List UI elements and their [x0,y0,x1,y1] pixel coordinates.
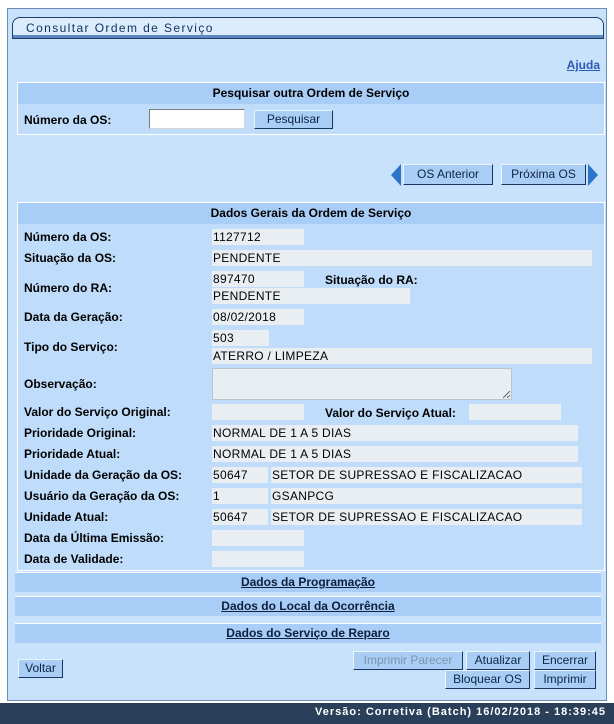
current-value-label: Valor do Serviço Atual: [325,406,456,420]
generation-date-label: Data da Geração: [24,310,123,324]
update-button[interactable]: Atualizar [466,651,530,670]
search-heading: Pesquisar outra Ordem de Serviço [18,83,604,104]
os-number-label: Número da OS: [24,230,112,244]
main-frame [7,8,607,701]
generation-unit-label: Unidade da Geração da OS: [24,468,183,482]
general-data-panel [17,202,605,571]
section-location[interactable]: Dados do Local da Ocorrência [15,596,601,616]
block-os-button[interactable]: Bloquear OS [445,670,530,689]
next-arrow-icon[interactable] [588,164,598,186]
current-unit-label: Unidade Atual: [24,510,109,524]
observation-textarea[interactable] [212,368,512,400]
ra-number-value: 897470 [212,271,304,287]
current-value-field [469,404,561,420]
generation-user-label: Usuário da Geração da OS: [24,489,180,503]
service-type-code: 503 [212,330,269,346]
service-type-label: Tipo do Serviço: [24,340,118,354]
ra-number-label: Número do RA: [24,281,112,295]
resize-grip-icon[interactable] [503,391,510,398]
original-value-label: Valor do Serviço Original: [24,405,171,419]
original-value-field [212,404,304,420]
generation-user-code: 1 [212,488,268,504]
observation-label: Observação: [24,377,97,391]
search-os-input[interactable] [149,109,245,129]
current-unit-code: 50647 [212,509,268,525]
validity-label: Data de Validade: [24,552,124,566]
current-unit-name: SETOR DE SUPRESSAO E FISCALIZACAO [271,509,582,525]
help-link[interactable]: Ajuda [566,58,600,72]
original-priority-label: Prioridade Original: [24,426,137,440]
section-programming[interactable]: Dados da Programação [15,572,601,592]
last-emission-label: Data da Última Emissão: [24,531,165,545]
next-os-button[interactable]: Próxima OS [501,164,586,185]
current-priority-label: Prioridade Atual: [24,447,121,461]
generation-user-name: GSANPCG [271,488,582,504]
service-type-description: ATERRO / LIMPEZA [212,348,592,364]
previous-arrow-icon[interactable] [391,164,401,186]
back-button[interactable]: Voltar [18,659,63,678]
current-priority-value: NORMAL DE 1 A 5 DIAS [212,446,578,462]
original-priority-value: NORMAL DE 1 A 5 DIAS [212,425,578,441]
window-title: Consultar Ordem de Serviço [12,17,604,39]
last-emission-value [212,530,304,546]
search-os-label: Número da OS: [24,113,112,127]
os-status-label: Situação da OS: [24,251,117,265]
version-footer: Versão: Corretiva (Batch) 16/02/2018 - 18:39:45 [0,703,614,724]
validity-value [212,551,304,567]
ra-status-label: Situação do RA: [325,273,418,287]
close-os-button[interactable]: Encerrar [534,651,596,670]
generation-unit-name: SETOR DE SUPRESSAO E FISCALIZACAO [271,467,582,483]
print-opinion-button[interactable]: Imprimir Parecer [353,651,463,670]
generation-unit-code: 50647 [212,467,268,483]
section-repair[interactable]: Dados do Serviço de Reparo [15,623,601,643]
print-button[interactable]: Imprimir [534,670,596,689]
generation-date-value: 08/02/2018 [212,309,304,325]
os-status-value: PENDENTE [212,250,592,266]
general-heading: Dados Gerais da Ordem de Serviço [18,203,604,224]
previous-os-button[interactable]: OS Anterior [403,164,493,185]
os-number-value: 1127712 [212,229,304,245]
ra-status-value: PENDENTE [212,288,410,304]
search-panel [17,82,605,135]
search-button[interactable]: Pesquisar [254,110,333,129]
